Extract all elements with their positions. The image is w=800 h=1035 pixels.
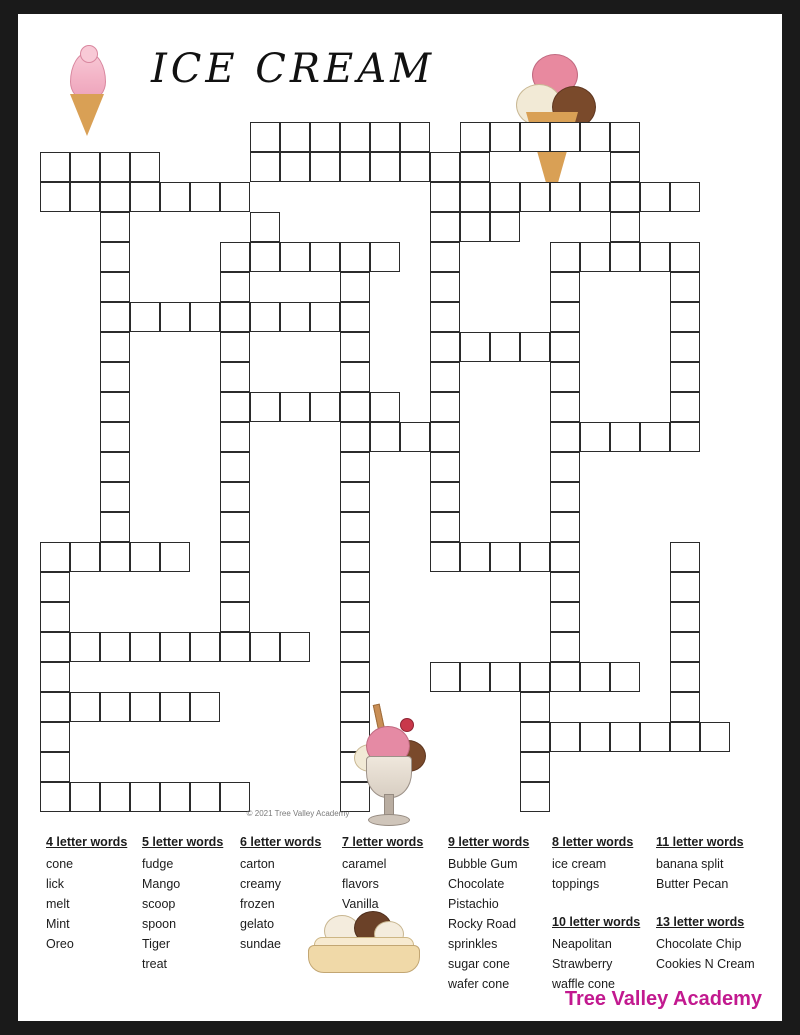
crossword-cell[interactable] (100, 392, 130, 422)
crossword-cell[interactable] (190, 182, 220, 212)
crossword-cell[interactable] (700, 722, 730, 752)
crossword-cell[interactable] (430, 362, 460, 392)
wordbank-word: wafer cone (448, 977, 510, 991)
crossword-cell[interactable] (430, 302, 460, 332)
crossword-cell[interactable] (550, 392, 580, 422)
wordbank-word: scoop (142, 897, 176, 911)
wordbank-column (342, 832, 438, 914)
crossword-cell[interactable] (130, 542, 160, 572)
wordbank-word: frozen (240, 897, 275, 911)
crossword-cell[interactable] (370, 422, 400, 452)
crossword-cell[interactable] (130, 782, 160, 812)
crossword-cell[interactable] (490, 332, 520, 362)
crossword-cell[interactable] (160, 692, 190, 722)
crossword-cell[interactable] (340, 512, 370, 542)
crossword-cell[interactable] (670, 242, 700, 272)
crossword-cell[interactable] (490, 212, 520, 242)
crossword-cell[interactable] (520, 542, 550, 572)
crossword-cell[interactable] (100, 482, 130, 512)
crossword-cell[interactable] (70, 782, 100, 812)
crossword-cell[interactable] (670, 392, 700, 422)
crossword-cell[interactable] (580, 242, 610, 272)
crossword-cell[interactable] (640, 242, 670, 272)
title-row (18, 32, 782, 112)
crossword-cell[interactable] (670, 422, 700, 452)
crossword-cell[interactable] (160, 782, 190, 812)
wordbank-group-header: 8 letter words (552, 835, 634, 849)
crossword-cell[interactable] (220, 452, 250, 482)
wordbank-column (240, 832, 336, 954)
wordbank-word: Pistachio (448, 897, 499, 911)
crossword-cell[interactable] (280, 632, 310, 662)
wordbank-word: Strawberry (552, 957, 613, 971)
wordbank-word: Butter Pecan (656, 877, 729, 891)
crossword-cell[interactable] (670, 302, 700, 332)
crossword-cell[interactable] (160, 632, 190, 662)
crossword-cell[interactable] (220, 302, 250, 332)
wordbank-word: sugar cone (448, 957, 510, 971)
crossword-cell[interactable] (430, 212, 460, 242)
crossword-cell[interactable] (430, 452, 460, 482)
crossword-cell[interactable] (220, 632, 250, 662)
crossword-cell[interactable] (520, 662, 550, 692)
wordbank-word: Vanilla (342, 897, 379, 911)
crossword-cell[interactable] (550, 542, 580, 572)
crossword-cell[interactable] (520, 752, 550, 782)
crossword-cell[interactable] (40, 152, 70, 182)
crossword-cell[interactable] (460, 212, 490, 242)
wordbank-group-header: 10 letter words (552, 915, 641, 929)
crossword-cell[interactable] (280, 302, 310, 332)
crossword-cell[interactable] (340, 632, 370, 662)
crossword-cell[interactable] (220, 182, 250, 212)
crossword-cell[interactable] (70, 182, 100, 212)
crossword-cell[interactable] (70, 152, 100, 182)
crossword-cell[interactable] (280, 392, 310, 422)
crossword-cell[interactable] (670, 182, 700, 212)
wordbank-column (656, 832, 766, 974)
crossword-cell[interactable] (640, 422, 670, 452)
crossword-cell[interactable] (340, 392, 370, 422)
crossword-cell[interactable] (160, 542, 190, 572)
wordbank-word: fudge (142, 857, 174, 871)
wordbank-group-header: 7 letter words (342, 835, 424, 849)
crossword-cell[interactable] (670, 662, 700, 692)
wordbank-word: waffle cone (552, 977, 616, 991)
crossword-cell[interactable] (40, 662, 70, 692)
crossword-cell[interactable] (130, 302, 160, 332)
crossword-cell[interactable] (190, 302, 220, 332)
crossword-cell[interactable] (220, 332, 250, 362)
crossword-cell[interactable] (580, 662, 610, 692)
wordbank-word: Rocky Road (448, 917, 517, 931)
crossword-cell[interactable] (280, 122, 310, 152)
crossword-cell[interactable] (460, 182, 490, 212)
crossword-cell[interactable] (340, 362, 370, 392)
crossword-cell[interactable] (340, 422, 370, 452)
wordbank-group-header: 4 letter words (46, 835, 128, 849)
crossword-cell[interactable] (670, 272, 700, 302)
crossword-cell[interactable] (460, 662, 490, 692)
crossword-cell[interactable] (370, 242, 400, 272)
wordbank-column (552, 832, 652, 994)
crossword-cell[interactable] (310, 392, 340, 422)
wordbank-group-header: 13 letter words (656, 915, 745, 929)
wordbank-group-header: 5 letter words (142, 835, 224, 849)
crossword-cell[interactable] (340, 152, 370, 182)
crossword-cell[interactable] (520, 722, 550, 752)
crossword-cell[interactable] (40, 542, 70, 572)
crossword-cell[interactable] (250, 212, 280, 242)
crossword-cell[interactable] (670, 632, 700, 662)
crossword-cell[interactable] (280, 242, 310, 272)
crossword-cell[interactable] (340, 452, 370, 482)
crossword-cell[interactable] (430, 332, 460, 362)
crossword-cell[interactable] (430, 542, 460, 572)
wordbank-word: Cookies N Cream (656, 957, 755, 971)
crossword-cell[interactable] (340, 332, 370, 362)
page-title: ICE CREAM (150, 46, 436, 92)
crossword-cell[interactable] (100, 272, 130, 302)
wordbank-word: Mint (46, 917, 70, 931)
wordbank-group-header: 11 letter words (656, 835, 744, 849)
crossword-cell[interactable] (520, 332, 550, 362)
crossword-cell[interactable] (100, 152, 130, 182)
wordbank-word: toppings (552, 877, 600, 891)
wordbank-word: Mango (142, 877, 181, 891)
wordbank-word: Oreo (46, 937, 74, 951)
crossword-cell[interactable] (220, 602, 250, 632)
crossword-cell[interactable] (40, 602, 70, 632)
crossword-cell[interactable] (670, 332, 700, 362)
crossword-cell[interactable] (100, 782, 130, 812)
crossword-cell[interactable] (520, 782, 550, 812)
wordbank-word: Chocolate (448, 877, 505, 891)
crossword-cell[interactable] (430, 152, 460, 182)
crossword-cell[interactable] (160, 302, 190, 332)
crossword-cell[interactable] (550, 722, 580, 752)
crossword-cell[interactable] (550, 482, 580, 512)
crossword-cell[interactable] (490, 122, 520, 152)
crossword-cell[interactable] (220, 392, 250, 422)
crossword-cell[interactable] (550, 122, 580, 152)
crossword-cell[interactable] (220, 362, 250, 392)
crossword-cell[interactable] (40, 722, 70, 752)
crossword-cell[interactable] (610, 122, 640, 152)
crossword-cell[interactable] (130, 632, 160, 662)
crossword-cell[interactable] (370, 152, 400, 182)
wordbank-word: cone (46, 857, 74, 871)
wordbank-word: lick (46, 877, 65, 891)
crossword-cell[interactable] (430, 392, 460, 422)
crossword-cell[interactable] (130, 182, 160, 212)
crossword-cell[interactable] (310, 242, 340, 272)
crossword-cell[interactable] (670, 542, 700, 572)
crossword-cell[interactable] (250, 242, 280, 272)
crossword-cell[interactable] (640, 722, 670, 752)
crossword-cell[interactable] (550, 452, 580, 482)
crossword-cell[interactable] (40, 182, 70, 212)
wordbank-word: Bubble Gum (448, 857, 518, 871)
crossword-cell[interactable] (340, 662, 370, 692)
crossword-cell[interactable] (220, 512, 250, 542)
crossword-cell[interactable] (250, 302, 280, 332)
crossword-cell[interactable] (220, 482, 250, 512)
crossword-cell[interactable] (340, 242, 370, 272)
crossword-cell[interactable] (670, 722, 700, 752)
crossword-cell[interactable] (490, 662, 520, 692)
crossword-cell[interactable] (220, 782, 250, 812)
crossword-cell[interactable] (100, 422, 130, 452)
crossword-cell[interactable] (100, 692, 130, 722)
crossword-cell[interactable] (400, 422, 430, 452)
wordbank-word: Chocolate Chip (656, 937, 742, 951)
crossword-cell[interactable] (550, 512, 580, 542)
wordbank-word: gelato (240, 917, 275, 931)
wordbank-group-header: 6 letter words (240, 835, 322, 849)
crossword-cell[interactable] (550, 362, 580, 392)
wordbank-word: treat (142, 957, 168, 971)
crossword-cell[interactable] (640, 182, 670, 212)
crossword-cell[interactable] (490, 542, 520, 572)
crossword-cell[interactable] (100, 632, 130, 662)
wordbank-word: carton (240, 857, 275, 871)
wordbank-word: sprinkles (448, 937, 498, 951)
crossword-cell[interactable] (430, 482, 460, 512)
crossword-cell[interactable] (670, 572, 700, 602)
crossword-cell[interactable] (610, 662, 640, 692)
crossword-cell[interactable] (550, 662, 580, 692)
crossword-cell[interactable] (430, 512, 460, 542)
wordbank-word: ice cream (552, 857, 607, 871)
crossword-cell[interactable] (310, 302, 340, 332)
crossword-cell[interactable] (220, 572, 250, 602)
crossword-cell[interactable] (340, 302, 370, 332)
crossword-cell[interactable] (520, 182, 550, 212)
wordbank-word: melt (46, 897, 70, 911)
crossword-cell[interactable] (340, 572, 370, 602)
crossword-cell[interactable] (370, 392, 400, 422)
crossword-cell[interactable] (610, 242, 640, 272)
crossword-cell[interactable] (610, 212, 640, 242)
crossword-cell[interactable] (340, 272, 370, 302)
crossword-cell[interactable] (40, 752, 70, 782)
crossword-cell[interactable] (550, 272, 580, 302)
crossword-cell[interactable] (400, 122, 430, 152)
crossword-cell[interactable] (100, 302, 130, 332)
wordbank-word: spoon (142, 917, 177, 931)
crossword-cell[interactable] (610, 722, 640, 752)
crossword-cell[interactable] (430, 242, 460, 272)
wordbank-word: banana split (656, 857, 724, 871)
wordbank-word: sundae (240, 937, 282, 951)
crossword-cell[interactable] (550, 332, 580, 362)
crossword-cell[interactable] (550, 632, 580, 662)
crossword-cell[interactable] (580, 122, 610, 152)
crossword-cell[interactable] (70, 632, 100, 662)
wordbank-word: Neapolitan (552, 937, 612, 951)
crossword-cell[interactable] (100, 212, 130, 242)
crossword-cell[interactable] (610, 182, 640, 212)
wordbank-group-header: 9 letter words (448, 835, 530, 849)
brand-label: Tree Valley Academy (564, 988, 762, 1010)
crossword-cell[interactable] (670, 692, 700, 722)
wordbank-word: creamy (240, 877, 281, 891)
crossword-cell[interactable] (280, 152, 310, 182)
crossword-cell[interactable] (580, 722, 610, 752)
crossword-cell[interactable] (100, 512, 130, 542)
crossword-cell[interactable] (550, 182, 580, 212)
crossword-cell[interactable] (610, 152, 640, 182)
crossword-cell[interactable] (550, 302, 580, 332)
crossword-cell[interactable] (550, 572, 580, 602)
crossword-cell[interactable] (430, 662, 460, 692)
crossword-cell[interactable] (550, 602, 580, 632)
crossword-cell[interactable] (220, 422, 250, 452)
crossword-cell[interactable] (430, 422, 460, 452)
wordbank-column (448, 832, 552, 994)
crossword-cell[interactable] (40, 692, 70, 722)
crossword-cell[interactable] (70, 692, 100, 722)
crossword-cell[interactable] (190, 632, 220, 662)
crossword-cell[interactable] (130, 692, 160, 722)
crossword-cell[interactable] (40, 632, 70, 662)
crossword-cell[interactable] (220, 272, 250, 302)
crossword-cell[interactable] (190, 782, 220, 812)
crossword-cell[interactable] (100, 332, 130, 362)
crossword-cell[interactable] (550, 422, 580, 452)
crossword-cell[interactable] (460, 332, 490, 362)
crossword-cell[interactable] (580, 182, 610, 212)
crossword-cell[interactable] (250, 632, 280, 662)
worksheet-page (18, 14, 782, 1021)
crossword-cell[interactable] (370, 122, 400, 152)
wordbank-word: flavors (342, 877, 379, 891)
crossword-cell[interactable] (460, 122, 490, 152)
crossword-cell[interactable] (610, 422, 640, 452)
crossword-cell[interactable] (100, 452, 130, 482)
crossword-cell[interactable] (40, 572, 70, 602)
crossword-cell[interactable] (670, 362, 700, 392)
crossword-cell[interactable] (550, 242, 580, 272)
crossword-cell[interactable] (520, 122, 550, 152)
crossword-cell[interactable] (670, 602, 700, 632)
crossword-cell[interactable] (190, 692, 220, 722)
crossword-cell[interactable] (310, 152, 340, 182)
crossword-cell[interactable] (340, 542, 370, 572)
wordbank-word: caramel (342, 857, 387, 871)
crossword-cell[interactable] (400, 152, 430, 182)
crossword-cell[interactable] (100, 542, 130, 572)
crossword-cell[interactable] (430, 182, 460, 212)
crossword-cell[interactable] (100, 182, 130, 212)
copyright-notice: © 2021 Tree Valley Academy (246, 809, 350, 818)
wordbank-column (46, 832, 142, 954)
crossword-cell[interactable] (250, 152, 280, 182)
wordbank-column (142, 832, 238, 974)
crossword-cell[interactable] (580, 422, 610, 452)
crossword-cell[interactable] (220, 542, 250, 572)
crossword-cell[interactable] (100, 362, 130, 392)
crossword-cell[interactable] (490, 182, 520, 212)
crossword-cell[interactable] (430, 272, 460, 302)
crossword-cell[interactable] (220, 242, 250, 272)
crossword-cell[interactable] (460, 542, 490, 572)
crossword-cell[interactable] (340, 122, 370, 152)
crossword-cell[interactable] (130, 152, 160, 182)
crossword-cell[interactable] (40, 782, 70, 812)
crossword-cell[interactable] (70, 542, 100, 572)
crossword-cell[interactable] (340, 482, 370, 512)
crossword-cell[interactable] (340, 602, 370, 632)
crossword-cell[interactable] (250, 392, 280, 422)
crossword-cell[interactable] (250, 122, 280, 152)
crossword-cell[interactable] (310, 122, 340, 152)
crossword-cell[interactable] (460, 152, 490, 182)
crossword-cell[interactable] (100, 242, 130, 272)
crossword-cell[interactable] (160, 182, 190, 212)
crossword-cell[interactable] (520, 692, 550, 722)
wordbank-word: Tiger (142, 937, 171, 951)
